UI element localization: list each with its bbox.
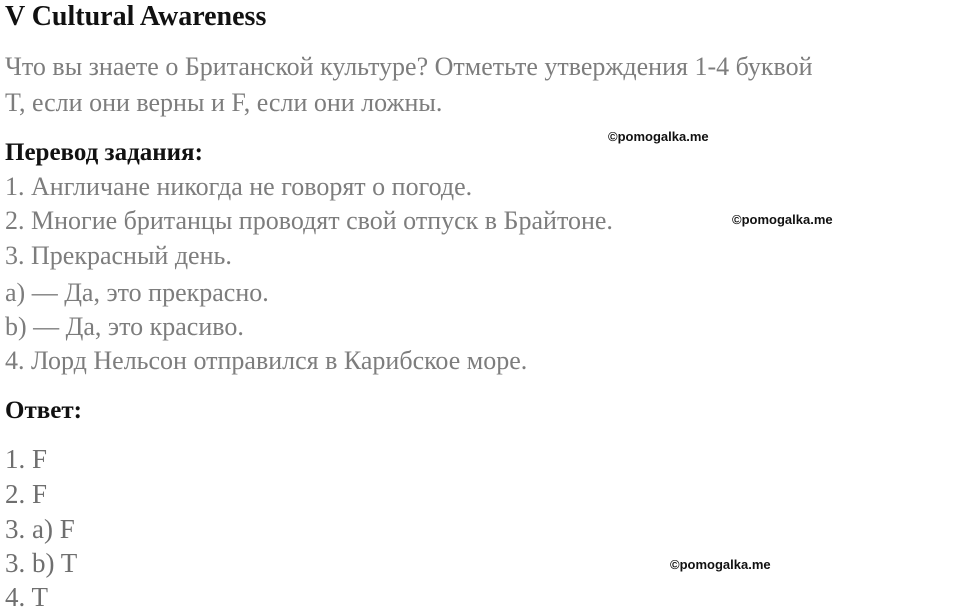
page-title: V Cultural Awareness [5, 1, 267, 32]
answer-item-1: 1. F [5, 444, 48, 474]
translation-heading: Перевод задания: [5, 139, 203, 166]
answer-item-3a: 3. a) F [5, 514, 75, 544]
translation-item-1: 1. Англичане никогда не говорят о погоде. [5, 172, 473, 201]
translation-item-3b: b) — Да, это красиво. [5, 312, 244, 341]
translation-item-3: 3. Прекрасный день. [5, 241, 232, 270]
task-text-line-1: Что вы знаете о Британской культуре? Отметьте утверждения 1-4 буквой [5, 52, 813, 81]
translation-item-3a: a) — Да, это прекрасно. [5, 278, 269, 307]
watermark: ©pomogalka.me [670, 557, 771, 572]
answer-heading: Ответ: [5, 397, 82, 424]
task-text-line-2: T, если они верны и F, если они ложны. [5, 88, 443, 117]
translation-item-4: 4. Лорд Нельсон отправился в Карибское море. [5, 346, 528, 375]
watermark: ©pomogalka.me [608, 129, 709, 144]
translation-item-2: 2. Многие британцы проводят свой отпуск в Брайтоне. [5, 206, 613, 235]
answer-item-2: 2. F [5, 479, 48, 509]
answer-item-3b: 3. b) T [5, 548, 78, 578]
watermark: ©pomogalka.me [732, 212, 833, 227]
answer-item-4: 4. T [5, 582, 49, 612]
